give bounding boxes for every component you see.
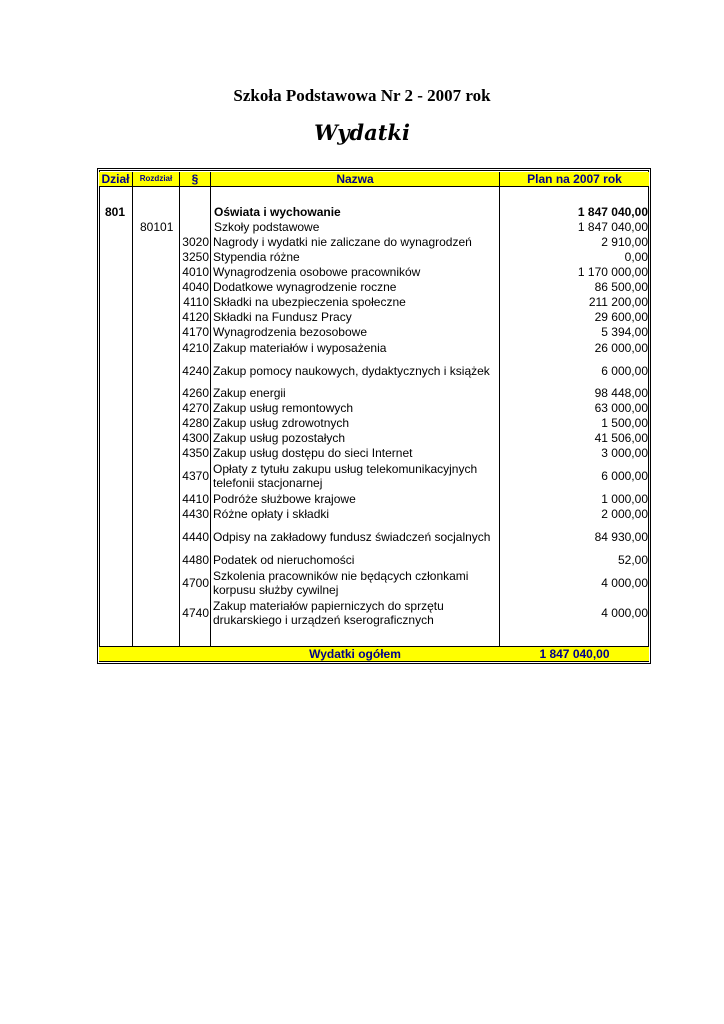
row-name: Wynagrodzenia bezosobowe: [213, 325, 367, 339]
row-amount: 4 000,00: [601, 606, 648, 620]
row-code: 3250: [182, 250, 209, 264]
row-amount: 29 600,00: [594, 310, 648, 324]
row-amount: 5 394,00: [601, 325, 648, 339]
row-amount: 1 000,00: [601, 492, 648, 506]
row-name: Różne opłaty i składki: [213, 507, 330, 521]
rozdzial-code: 80101: [140, 220, 174, 234]
col-dzial-header: Dział: [101, 172, 130, 186]
row-code: 4740: [182, 606, 209, 620]
row-code: 4410: [182, 492, 209, 506]
row-amount: 2 910,00: [601, 235, 648, 249]
row-amount: 6 000,00: [601, 364, 648, 378]
row-name: Zakup materiałów i wyposażenia: [213, 341, 387, 355]
row-code: 4120: [182, 310, 209, 324]
row-name: Zakup usług pozostałych: [213, 431, 346, 445]
row-amount: 4 000,00: [601, 576, 648, 590]
row-code: 4240: [182, 364, 209, 378]
row-code: 4350: [182, 446, 209, 460]
row-name: Zakup pomocy naukowych, dydaktycznych i książek: [213, 364, 490, 378]
row-code: 4280: [182, 416, 209, 430]
total-label: Wydatki ogółem: [309, 647, 401, 661]
page-title: Szkoła Podstawowa Nr 2 - 2007 rok: [233, 86, 491, 105]
row-name: Nagrody i wydatki nie zaliczane do wynagrodzeń: [213, 235, 472, 249]
row-amount: 6 000,00: [601, 469, 648, 483]
row-code: 4440: [182, 530, 209, 544]
total-amount: 1 847 040,00: [539, 647, 610, 661]
row-code: 4260: [182, 386, 209, 400]
row-name: Podatek od nieruchomości: [213, 553, 355, 567]
row-code: 4040: [182, 280, 209, 294]
row-amount: 2 000,00: [601, 507, 648, 521]
row-name: Składki na Fundusz Pracy: [213, 310, 352, 324]
row-name: Wynagrodzenia osobowe pracowników: [213, 265, 421, 279]
row-code: 4170: [182, 325, 209, 339]
row-name: Składki na ubezpieczenia społeczne: [213, 295, 406, 309]
row-amount: 63 000,00: [594, 401, 648, 415]
row-amount: 86 500,00: [594, 280, 648, 294]
col-plan-header: Plan na 2007 rok: [527, 172, 622, 186]
row-code: 4480: [182, 553, 209, 567]
row-name: Zakup materiałów papierniczych do sprzętu drukarskiego i urządzeń kserograficznych: [213, 599, 444, 627]
row-name: Opłaty z tytułu zakupu usług telekomunikacyjnych telefonii stacjonarnej: [213, 462, 478, 490]
row-code: 4110: [183, 295, 209, 309]
row-code: 3020: [182, 235, 209, 249]
row-amount: 3 000,00: [601, 446, 648, 460]
rozdzial-amount: 1 847 040,00: [577, 220, 648, 234]
row-code: 4010: [182, 265, 209, 279]
row-name: Odpisy na zakładowy fundusz świadczeń socjalnych: [213, 530, 491, 544]
row-amount: 0,00: [624, 250, 648, 264]
row-amount: 41 506,00: [594, 431, 648, 445]
col-rozdzial-header: Rozdział: [139, 174, 173, 183]
row-code: 4270: [182, 401, 209, 415]
table-header: [99, 172, 649, 187]
row-name: Zakup usług zdrowotnych: [213, 416, 350, 430]
col-nazwa-header: Nazwa: [336, 172, 374, 186]
row-amount: 1 170 000,00: [577, 265, 648, 279]
dzial-code: 801: [105, 205, 126, 219]
row-name: Stypendia różne: [213, 250, 300, 264]
total-bar: [99, 646, 649, 661]
row-amount: 98 448,00: [594, 386, 648, 400]
row-name: Podróże służbowe krajowe: [213, 492, 356, 506]
row-name: Zakup energii: [213, 386, 286, 400]
dzial-name: Oświata i wychowanie: [214, 205, 341, 219]
row-name: Szkolenia pracowników nie będących członkami korpusu służby cywilnej: [213, 569, 469, 597]
row-code: 4370: [182, 469, 209, 483]
row-amount: 84 930,00: [594, 530, 648, 544]
row-amount: 1 500,00: [601, 416, 648, 430]
row-amount: 26 000,00: [594, 341, 648, 355]
divider: [210, 172, 211, 662]
divider: [179, 172, 180, 646]
row-code: 4300: [182, 431, 209, 445]
row-name: Zakup usług dostępu do sieci Internet: [213, 446, 413, 460]
row-name: Zakup usług remontowych: [213, 401, 354, 415]
col-paragraf-header: §: [191, 172, 199, 186]
row-amount: 52,00: [617, 553, 648, 567]
row-code: 4700: [182, 576, 209, 590]
divider: [132, 172, 133, 646]
page-subtitle: Wydatki: [314, 120, 410, 145]
dzial-amount: 1 847 040,00: [577, 205, 648, 219]
row-code: 4210: [182, 341, 209, 355]
row-name: Dodatkowe wynagrodzenie roczne: [213, 280, 397, 294]
row-amount: 211 200,00: [588, 295, 648, 309]
rozdzial-name: Szkoły podstawowe: [214, 220, 320, 234]
row-code: 4430: [182, 507, 209, 521]
